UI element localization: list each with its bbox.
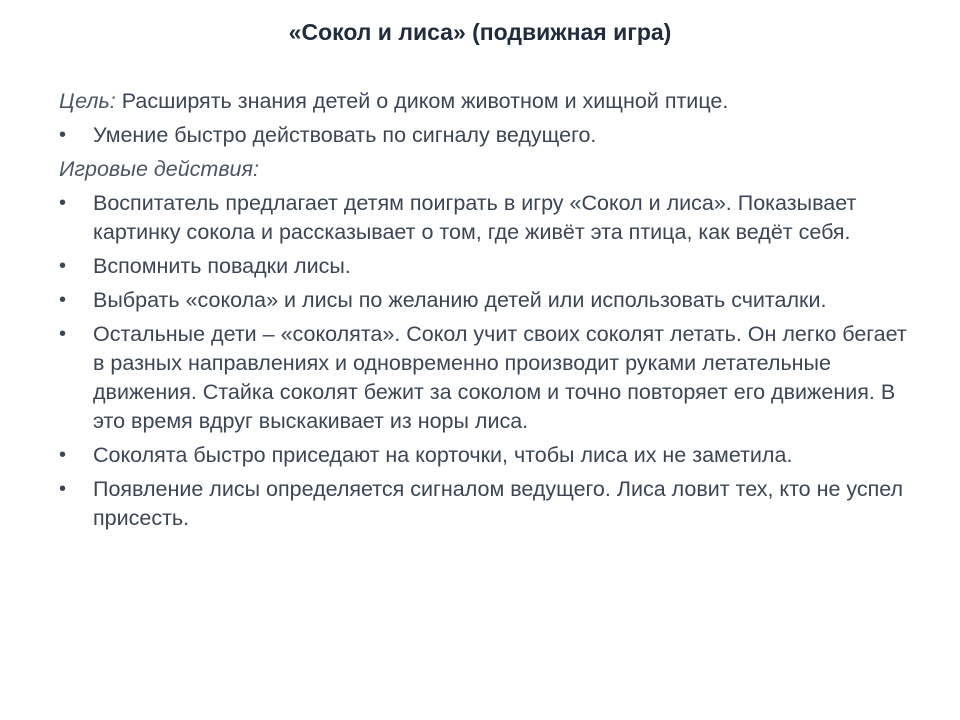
bullet-icon: • (59, 255, 67, 277)
bullet-icon: • (59, 444, 67, 466)
goal-label: Цель: (59, 89, 116, 113)
slide-title: «Сокол и лиса» (подвижная игра) (288, 19, 672, 45)
list-item-text: Воспитатель предлагает детям поиграть в игру «Сокол и лиса». Показывает картинку сокола и рассказывает о том, где живёт эта птица, как ведёт себя. (93, 191, 857, 244)
goal-line (59, 87, 919, 116)
list-item (59, 252, 919, 281)
list-item (59, 189, 919, 247)
slide-body (59, 87, 919, 538)
goal-text: Расширять знания детей о диком животном и хищной птице. (115, 89, 729, 113)
actions-label: Игровые действия: (59, 157, 259, 181)
list-item-text: Выбрать «сокола» и лисы по желанию детей или использовать считалки. (93, 288, 827, 312)
list-item (59, 286, 919, 315)
list-item-text: Появление лисы определяется сигналом ведущего. Лиса ловит тех, кто не успел присесть. (93, 477, 904, 530)
list-item-text: Вспомнить повадки лисы. (93, 254, 351, 278)
list-item-text: Соколята быстро приседают на корточки, чтобы лиса их не заметила. (93, 443, 793, 467)
bullet-icon: • (59, 124, 67, 146)
bullet-icon: • (59, 192, 67, 214)
list-item (59, 475, 919, 533)
bullet-icon: • (59, 289, 67, 311)
list-item (59, 320, 919, 436)
bullet-icon: • (59, 478, 67, 500)
list-item-text: Остальные дети – «соколята». Сокол учит своих соколят летать. Он легко бегает в разных направлениях и одновременно производит руками летательные движения. Стайка соколят бежит за соколом и точно повторяет его движения. В это время вдруг выскакивает из норы лиса. (93, 322, 907, 433)
list-item (59, 441, 919, 470)
list-item-text: Умение быстро действовать по сигналу ведущего. (93, 123, 597, 147)
bullet-icon: • (59, 323, 67, 345)
list-item (59, 121, 919, 150)
